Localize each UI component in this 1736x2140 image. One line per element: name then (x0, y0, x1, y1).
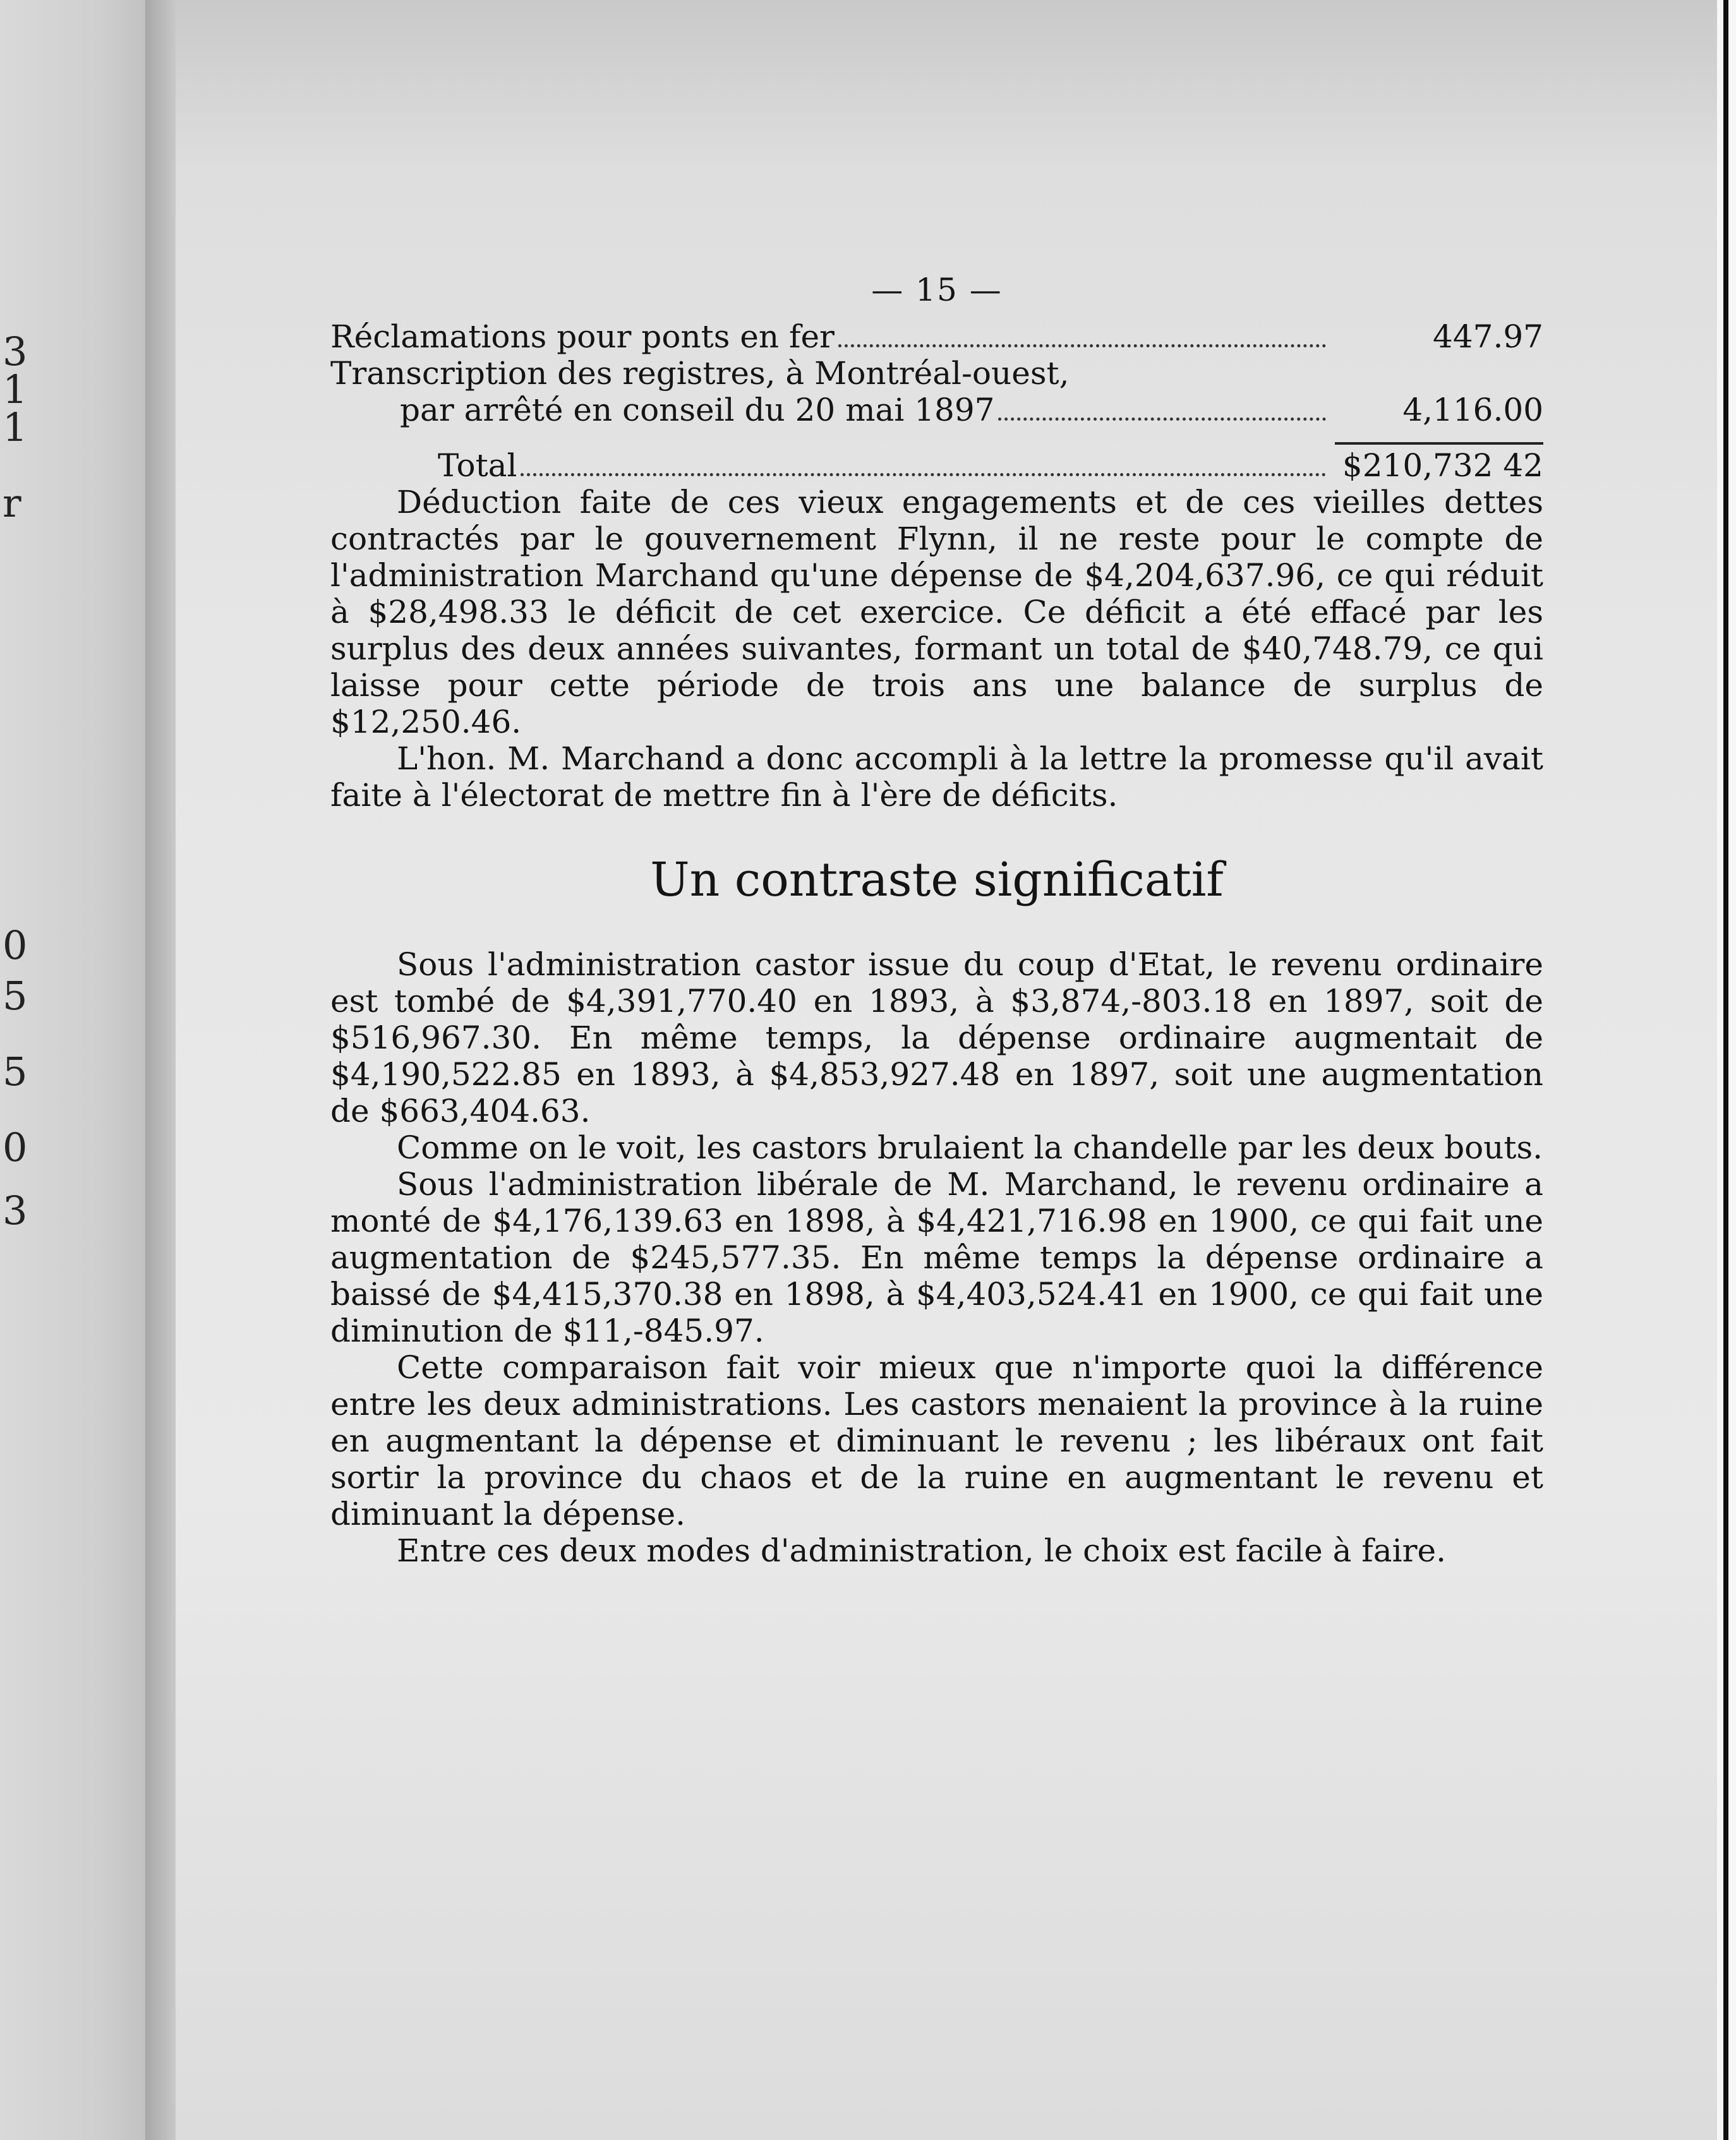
fragment-text: 1 (3, 404, 28, 450)
book-page (176, 0, 1717, 2140)
paragraph: Sous l'administration castor issue du coup d'Etat, le revenu ordinaire est tombé de $4,391,770.40 en 1893, à $3,874,-803.18 en 1897, soit de $516,967.30. En même temps, la dépense ordinaire augmentait de $4,190,522.85 en 1893, à $4,853,927.48 en 1897, soit une augmentation de $663,404.63. (330, 946, 1543, 1129)
fragment-text: r (3, 480, 21, 526)
paragraph: Cette comparaison fait voir mieux que n'importe quoi la différence entre les deux administrations. Les castors menaient la province à la ruine en augmentant la dépense et diminuant le revenu ; les libéraux ont fait sortir la province du chaos et de la ruine en augmentant le revenu et diminuant la dépense. (330, 1349, 1543, 1532)
paragraph: L'hon. M. Marchand a donc accompli à la lettre la promesse qu'il avait faite à l'électorat de mettre fin à l'ère de déficits. (330, 740, 1543, 814)
facing-page-fragments (0, 0, 28, 2140)
entry-label: Transcription des registres, à Montréal-ouest, (330, 355, 1070, 392)
ledger-entry (330, 355, 1543, 392)
total-amount: $210,732 42 (1342, 447, 1543, 484)
paragraph: Entre ces deux modes d'administration, le choix est facile à faire. (397, 1532, 1446, 1569)
scan-border (1723, 0, 1728, 2140)
leader-dots (521, 473, 1326, 476)
paragraph: Sous l'administration libérale de M. Marchand, le revenu ordinaire a monté de $4,176,139.63 en 1898, à $4,421,716.98 en 1900, ce qui fait une augmentation de $245,577.35. En même temps la dépense ordinaire a baissé de $4,415,370.38 en 1898, à $4,403,524.41 en 1900, ce qui fait une diminution de $11,-845.97. (330, 1166, 1543, 1349)
fragment-text: 5 (3, 973, 28, 1019)
total-row (330, 447, 1543, 484)
page-content (330, 272, 1543, 1569)
entry-amount: 447.97 (1433, 318, 1543, 355)
ledger-entry (330, 392, 1543, 428)
fragment-text: 3 (3, 1187, 28, 1234)
fragment-text: 1 (3, 366, 28, 412)
entry-amount: 4,116.00 (1402, 392, 1543, 428)
fragment-text: 0 (3, 1124, 28, 1170)
sum-rule (1335, 442, 1543, 445)
entry-label: Réclamations pour ponts en fer (330, 318, 835, 355)
entry-label: par arrêté en conseil du 20 mai 1897 (400, 392, 995, 428)
section-heading: Un contraste significatif (650, 853, 1224, 907)
fragment-text: 0 (3, 922, 28, 968)
page-number: — 15 — (871, 272, 1003, 308)
paragraph: Déduction faite de ces vieux engagements et de ces vieilles dettes contractés par le gouvernement Flynn, il ne reste pour le compte de l'administration Marchand qu'une dépense de $4,204,637.96, ce qui réduit à $28,498.33 le déficit de cet exercice. Ce déficit a été effacé par les surplus des deux années suivantes, formant un total de $40,748.79, ce qui laisse pour cette période de trois ans une balance de surplus de $12,250.46. (330, 484, 1543, 740)
total-label: Total (438, 447, 517, 484)
fragment-text: 5 (3, 1049, 28, 1095)
leader-dots (838, 344, 1326, 347)
ledger-entry (330, 318, 1543, 355)
paragraph: Comme on le voit, les castors brulaient la chandelle par les deux bouts. (397, 1129, 1543, 1166)
leader-dots (998, 418, 1326, 421)
fragment-text: 3 (3, 328, 28, 375)
